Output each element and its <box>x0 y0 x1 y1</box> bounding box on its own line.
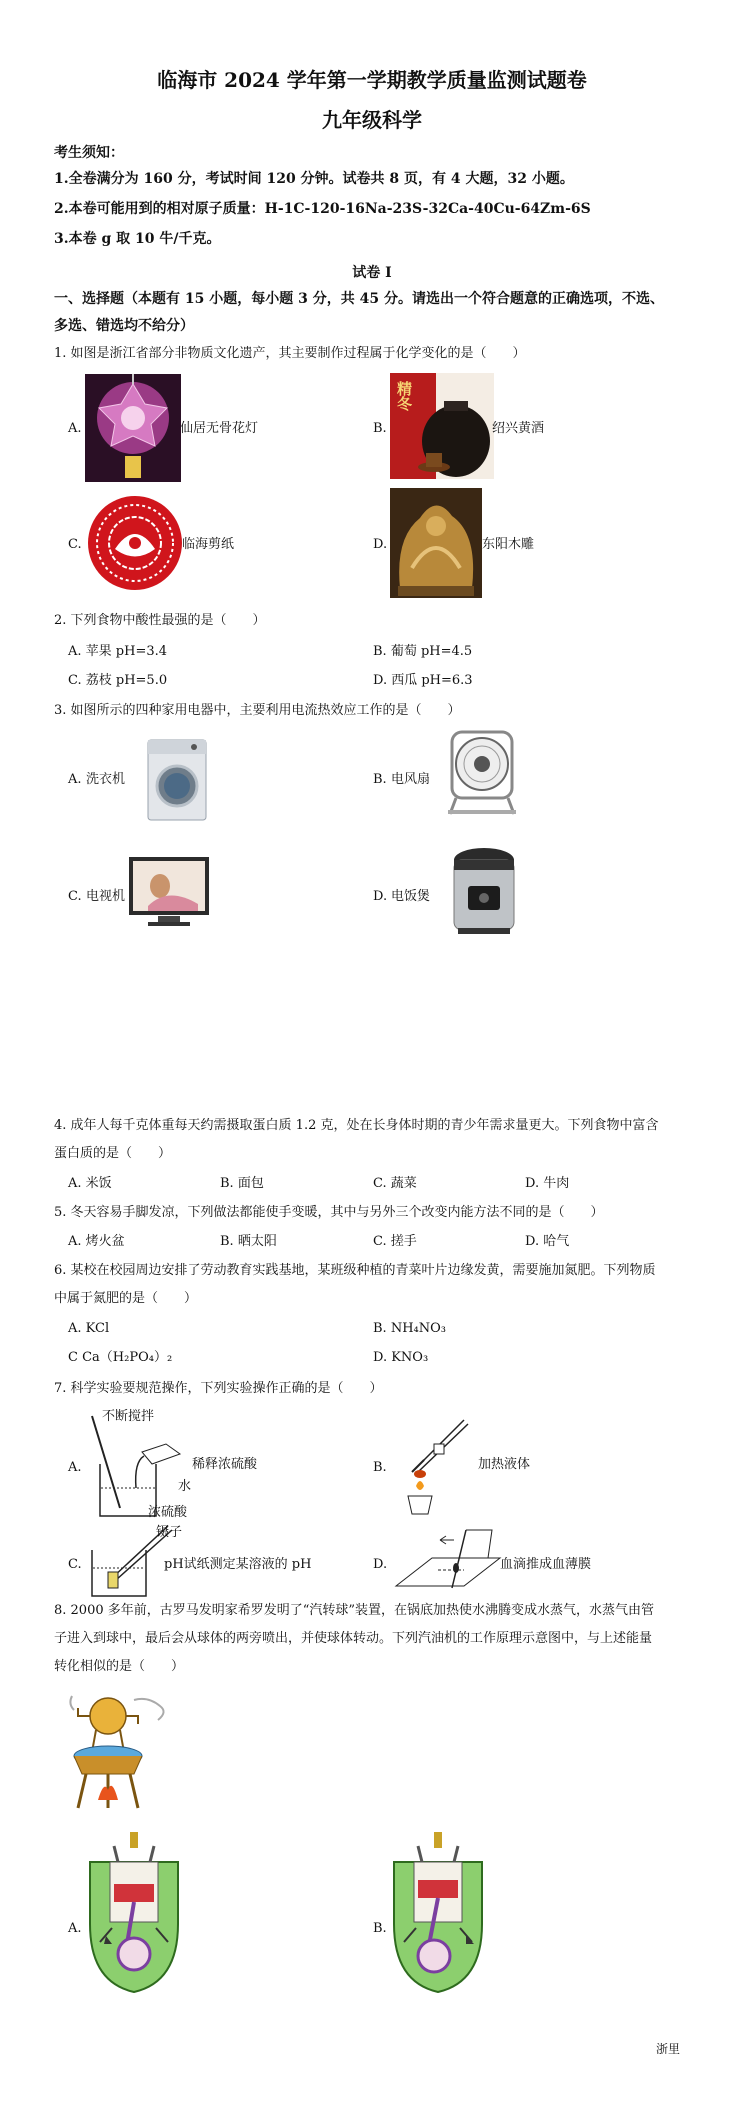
q1-option-c-caption: 临海剪纸 <box>182 537 235 552</box>
q6-option-a: A. KCl <box>68 1321 110 1336</box>
q7-option-d-letter: D. <box>373 1557 388 1572</box>
q4-option-d: D. 牛肉 <box>525 1176 570 1191</box>
q5-option-c: C. 搓手 <box>373 1234 417 1249</box>
q7-c-tweezers-label: 镊子 <box>156 1525 183 1540</box>
q4-option-c: C. 蔬菜 <box>373 1176 417 1191</box>
q4-option-a: A. 米饭 <box>68 1176 112 1191</box>
aeolipile-image <box>68 1690 172 1812</box>
electric-fan-image <box>448 728 516 816</box>
notice-item-2: 2.本卷可能用到的相对原子质量：H-1C-120-16Na-23S-32Ca-40Cu-64Zm-6S <box>54 201 591 217</box>
footer-mark: 浙里 <box>656 2042 681 2056</box>
engine-diagram-a <box>84 1832 184 2000</box>
q6-option-c: C Ca（H₂PO₄）₂ <box>68 1350 173 1365</box>
q8-line2: 子进入到球中，最后会从球体的两旁喷出，并使球体转动。下列汽油机的工作原理示意图中，与上述能量 <box>54 1631 653 1646</box>
q1-option-b-caption: 绍兴黄酒 <box>492 421 545 436</box>
q1-option-d-caption: 东阳木雕 <box>482 537 535 552</box>
q2-option-a: A. 苹果 pH=3.4 <box>68 644 168 659</box>
section1-line2: 多选、错选均不给分） <box>54 318 194 334</box>
q1-option-d-letter: D. <box>373 537 388 552</box>
blood-smear-diagram <box>392 1528 502 1590</box>
q8-option-a: A. <box>68 1921 82 1936</box>
q7-c-caption: pH试纸测定某溶液的 pH <box>164 1557 312 1572</box>
engine-diagram-b <box>388 1832 488 2000</box>
q7-d-caption: 血滴推成血薄膜 <box>500 1557 592 1572</box>
q7-a-acid-label: 浓硫酸 <box>148 1505 188 1520</box>
q1-option-a-caption: 仙居无骨花灯 <box>180 421 259 436</box>
q1-option-b-letter: B. <box>373 421 387 436</box>
q8-line1: 8. 2000 多年前，古罗马发明家希罗发明了“汽转球”装置，在锅底加热使水沸腾变成水蒸气，水蒸气由管 <box>54 1603 655 1618</box>
q1-option-a-letter: A. <box>68 421 82 436</box>
q3-option-b-caption: 电风扇 <box>391 772 431 787</box>
q1-option-c-letter: C. <box>68 537 82 552</box>
rice-cooker-image <box>450 846 518 938</box>
notice-item-3: 3.本卷 g 取 10 牛/千克。 <box>54 231 221 247</box>
q7-a-caption: 稀释浓硫酸 <box>192 1457 258 1472</box>
q5-option-b: B. 晒太阳 <box>220 1234 277 1249</box>
q2-stem: 2. 下列食物中酸性最强的是（ ） <box>54 613 266 628</box>
q6-option-b: B. NH₄NO₃ <box>373 1321 446 1336</box>
q5-option-d: D. 哈气 <box>525 1234 570 1249</box>
exam-title: 临海市 2024 学年第一学期教学质量监测试题卷 <box>157 68 587 92</box>
papercut-image <box>85 494 185 592</box>
q5-option-a: A. 烤火盆 <box>68 1234 125 1249</box>
q3-option-b-letter: B. <box>373 772 387 787</box>
paper-label: 试卷 I <box>352 265 392 281</box>
woodcarving-image <box>390 488 482 598</box>
television-image <box>128 856 210 928</box>
q7-a-water-label: 水 <box>178 1479 192 1494</box>
q5-stem: 5. 冬天容易手脚发凉，下列做法都能使手变暖，其中与另外三个改变内能方法不同的是（ ） <box>54 1205 604 1220</box>
q2-option-c: C. 荔枝 pH=5.0 <box>68 673 168 688</box>
q1-stem: 1. 如图是浙江省部分非物质文化遗产，其主要制作过程属于化学变化的是（ ） <box>54 346 526 361</box>
notice-heading: 考生须知： <box>54 145 124 161</box>
q7-a-stir-label: 不断搅拌 <box>102 1409 155 1424</box>
q7-stem: 7. 科学实验要规范操作，下列实验操作正确的是（ ） <box>54 1381 383 1396</box>
q8-line3: 转化相似的是（ ） <box>54 1659 185 1674</box>
q3-option-a-caption: 洗衣机 <box>86 772 126 787</box>
q7-option-b-letter: B. <box>373 1460 387 1475</box>
q4-line1: 4. 成年人每千克体重每天约需摄取蛋白质 1.2 克，处在长身体时期的青少年需求量更大。下列食物中富含 <box>54 1118 659 1133</box>
q3-option-a-letter: A. <box>68 772 82 787</box>
q7-option-c-letter: C. <box>68 1557 82 1572</box>
q3-option-c-letter: C. <box>68 889 82 904</box>
lantern-image <box>85 374 181 482</box>
q7-option-a-letter: A. <box>68 1460 82 1475</box>
q4-line2: 蛋白质的是（ ） <box>54 1146 172 1161</box>
q2-option-b: B. 葡萄 pH=4.5 <box>373 644 473 659</box>
q3-option-c-caption: 电视机 <box>86 889 126 904</box>
q4-option-b: B. 面包 <box>220 1176 264 1191</box>
q8-option-b: B. <box>373 1921 387 1936</box>
q6-line1: 6. 某校在校园周边安排了劳动教育实践基地，某班级种植的青菜叶片边缘发黄，需要施加氮肥。下列物质 <box>54 1263 656 1278</box>
q3-stem: 3. 如图所示的四种家用电器中，主要利用电流热效应工作的是（ ） <box>54 703 461 718</box>
q3-option-d-caption: 电饭煲 <box>391 889 431 904</box>
notice-item-1: 1.全卷满分为 160 分，考试时间 120 分钟。试卷共 8 页，有 4 大题，32 小题。 <box>54 171 574 187</box>
q3-option-d-letter: D. <box>373 889 388 904</box>
q6-option-d: D. KNO₃ <box>373 1350 429 1365</box>
rice-wine-image <box>390 373 494 479</box>
jar-label: 精冬 <box>395 381 413 411</box>
exam-subtitle: 九年级科学 <box>322 108 422 132</box>
q6-line2: 中属于氮肥的是（ ） <box>54 1291 198 1306</box>
q7-b-caption: 加热液体 <box>478 1457 531 1472</box>
washing-machine-image <box>146 738 208 822</box>
section1-line1: 一、选择题（本题有 15 小题，每小题 3 分，共 45 分。请选出一个符合题意的正确选项，不选、 <box>54 291 664 307</box>
heat-liquid-diagram <box>394 1414 480 1518</box>
q2-option-d: D. 西瓜 pH=6.3 <box>373 673 473 688</box>
